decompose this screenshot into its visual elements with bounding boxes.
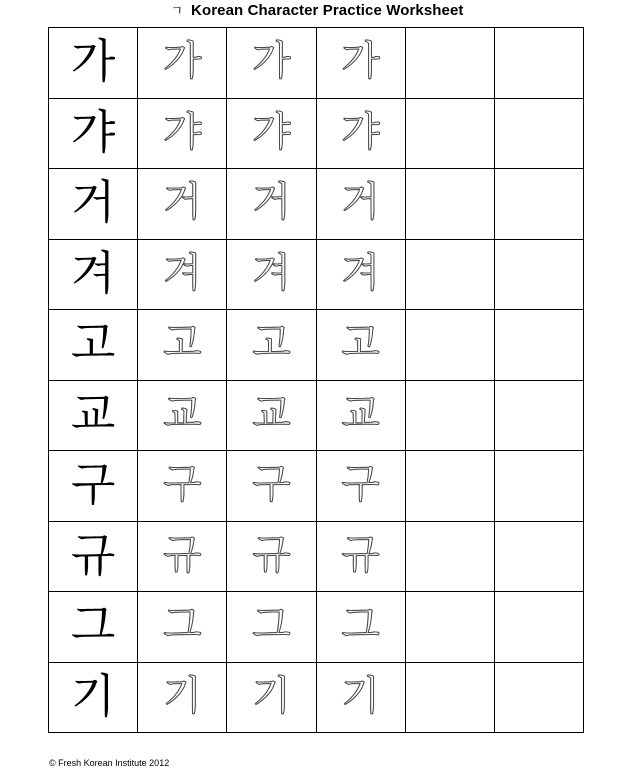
trace-glyph: 거 bbox=[341, 179, 380, 226]
trace-cell[interactable] bbox=[138, 381, 227, 452]
copyright-notice: © Fresh Korean Institute 2012 bbox=[49, 758, 170, 768]
trace-glyph: 겨 bbox=[252, 249, 291, 296]
trace-glyph: 거 bbox=[162, 179, 202, 226]
blank-cell[interactable] bbox=[406, 381, 495, 452]
trace-cell[interactable] bbox=[227, 381, 316, 452]
model-cell bbox=[49, 522, 138, 593]
trace-cell[interactable] bbox=[227, 28, 316, 99]
model-cell bbox=[49, 169, 138, 240]
blank-cell[interactable] bbox=[495, 169, 584, 240]
trace-cell[interactable] bbox=[317, 169, 406, 240]
model-glyph: 그 bbox=[70, 598, 116, 653]
trace-glyph: 갸 bbox=[341, 108, 380, 155]
trace-glyph: 겨 bbox=[162, 249, 202, 296]
table-row bbox=[49, 451, 584, 522]
trace-cell[interactable] bbox=[317, 381, 406, 452]
blank-cell[interactable] bbox=[406, 169, 495, 240]
trace-cell[interactable] bbox=[138, 169, 227, 240]
table-row bbox=[49, 240, 584, 311]
blank-cell[interactable] bbox=[406, 28, 495, 99]
blank-cell[interactable] bbox=[406, 310, 495, 381]
practice-grid bbox=[48, 27, 584, 733]
model-cell bbox=[49, 592, 138, 663]
trace-cell[interactable] bbox=[317, 310, 406, 381]
model-cell bbox=[49, 99, 138, 170]
table-row bbox=[49, 310, 584, 381]
model-cell bbox=[49, 663, 138, 734]
model-glyph: 거 bbox=[70, 175, 116, 230]
model-cell bbox=[49, 381, 138, 452]
model-cell bbox=[49, 451, 138, 522]
trace-glyph: 거 bbox=[252, 179, 291, 226]
blank-cell[interactable] bbox=[495, 240, 584, 311]
model-glyph: 갸 bbox=[70, 104, 116, 159]
blank-cell[interactable] bbox=[495, 663, 584, 734]
table-row bbox=[49, 381, 584, 452]
blank-cell[interactable] bbox=[406, 522, 495, 593]
trace-cell[interactable] bbox=[138, 310, 227, 381]
table-row bbox=[49, 99, 584, 170]
trace-glyph: 기 bbox=[252, 672, 291, 719]
trace-cell[interactable] bbox=[317, 522, 406, 593]
trace-cell[interactable] bbox=[317, 28, 406, 99]
table-row bbox=[49, 169, 584, 240]
trace-glyph: 가 bbox=[162, 38, 202, 85]
blank-cell[interactable] bbox=[406, 592, 495, 663]
trace-glyph: 구 bbox=[162, 461, 202, 508]
model-glyph: 기 bbox=[70, 668, 116, 723]
model-glyph: 고 bbox=[70, 316, 116, 371]
table-row bbox=[49, 28, 584, 99]
trace-cell[interactable] bbox=[227, 592, 316, 663]
model-glyph: 교 bbox=[70, 386, 116, 441]
trace-cell[interactable] bbox=[138, 663, 227, 734]
blank-cell[interactable] bbox=[495, 522, 584, 593]
trace-cell[interactable] bbox=[317, 663, 406, 734]
trace-glyph: 고 bbox=[341, 320, 380, 367]
trace-glyph: 그 bbox=[341, 602, 380, 649]
trace-cell[interactable] bbox=[227, 451, 316, 522]
trace-cell[interactable] bbox=[138, 522, 227, 593]
page-header bbox=[0, 0, 634, 26]
trace-glyph: 교 bbox=[162, 390, 202, 437]
trace-cell[interactable] bbox=[317, 592, 406, 663]
blank-cell[interactable] bbox=[406, 99, 495, 170]
trace-cell[interactable] bbox=[227, 240, 316, 311]
trace-glyph: 구 bbox=[341, 461, 380, 508]
trace-cell[interactable] bbox=[317, 451, 406, 522]
blank-cell[interactable] bbox=[495, 381, 584, 452]
blank-cell[interactable] bbox=[495, 451, 584, 522]
trace-glyph: 겨 bbox=[341, 249, 380, 296]
trace-cell[interactable] bbox=[227, 663, 316, 734]
model-cell bbox=[49, 28, 138, 99]
trace-cell[interactable] bbox=[227, 310, 316, 381]
trace-cell[interactable] bbox=[138, 99, 227, 170]
consonant-letter: ㄱ bbox=[170, 4, 184, 19]
model-cell bbox=[49, 240, 138, 311]
trace-glyph: 가 bbox=[341, 38, 380, 85]
blank-cell[interactable] bbox=[406, 451, 495, 522]
page-title: Korean Character Practice Worksheet bbox=[191, 2, 464, 19]
trace-cell[interactable] bbox=[317, 99, 406, 170]
trace-glyph: 기 bbox=[162, 672, 202, 719]
trace-glyph: 규 bbox=[341, 531, 380, 578]
trace-cell[interactable] bbox=[227, 169, 316, 240]
blank-cell[interactable] bbox=[406, 663, 495, 734]
model-glyph: 구 bbox=[70, 457, 116, 512]
trace-glyph: 갸 bbox=[162, 108, 202, 155]
model-cell bbox=[49, 310, 138, 381]
trace-glyph: 규 bbox=[252, 531, 291, 578]
trace-glyph: 규 bbox=[162, 531, 202, 578]
trace-cell[interactable] bbox=[138, 592, 227, 663]
trace-glyph: 갸 bbox=[252, 108, 291, 155]
trace-glyph: 가 bbox=[252, 38, 291, 85]
table-row bbox=[49, 663, 584, 734]
trace-cell[interactable] bbox=[138, 451, 227, 522]
table-row bbox=[49, 592, 584, 663]
model-glyph: 겨 bbox=[70, 245, 116, 300]
trace-glyph: 그 bbox=[252, 602, 291, 649]
trace-glyph: 고 bbox=[252, 320, 291, 367]
trace-cell[interactable] bbox=[227, 522, 316, 593]
trace-glyph: 고 bbox=[162, 320, 202, 367]
blank-cell[interactable] bbox=[495, 592, 584, 663]
blank-cell[interactable] bbox=[495, 28, 584, 99]
blank-cell[interactable] bbox=[495, 99, 584, 170]
table-row bbox=[49, 522, 584, 593]
trace-glyph: 그 bbox=[162, 602, 202, 649]
trace-glyph: 구 bbox=[252, 461, 291, 508]
trace-glyph: 기 bbox=[341, 672, 380, 719]
blank-cell[interactable] bbox=[495, 310, 584, 381]
trace-cell[interactable] bbox=[138, 240, 227, 311]
trace-glyph: 교 bbox=[341, 390, 380, 437]
trace-cell[interactable] bbox=[317, 240, 406, 311]
blank-cell[interactable] bbox=[406, 240, 495, 311]
model-glyph: 가 bbox=[70, 34, 116, 89]
trace-cell[interactable] bbox=[138, 28, 227, 99]
model-glyph: 규 bbox=[70, 527, 116, 582]
trace-cell[interactable] bbox=[227, 99, 316, 170]
trace-glyph: 교 bbox=[252, 390, 291, 437]
